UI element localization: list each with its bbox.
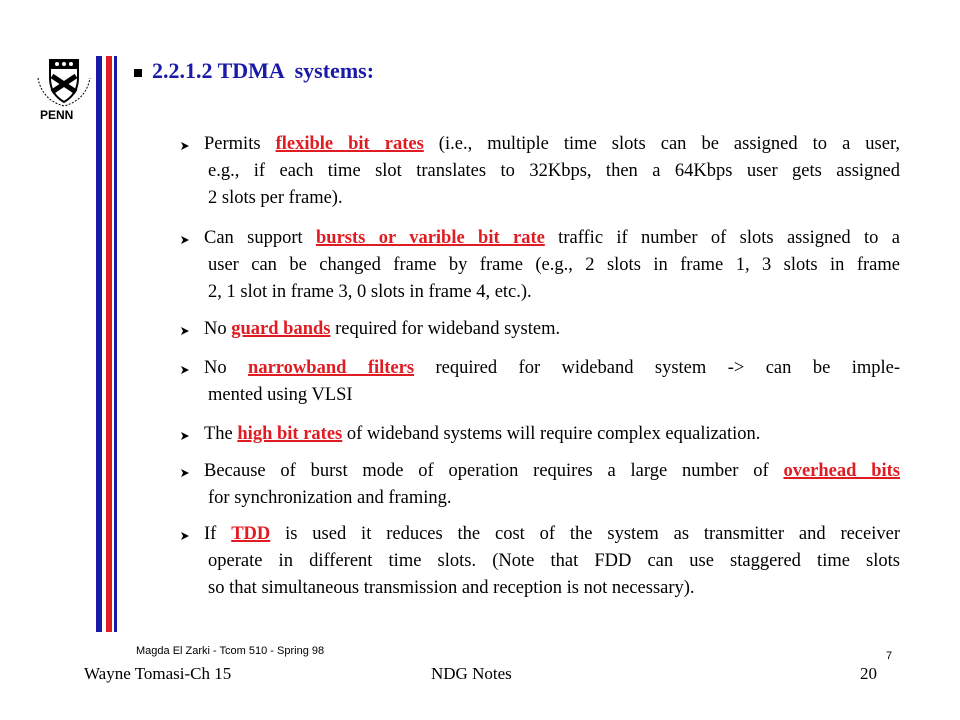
- penn-shield-icon: [36, 56, 92, 108]
- text-segment: Permits: [204, 134, 276, 154]
- text-segment: of wideband systems will require complex equalization.: [342, 424, 761, 444]
- text-line: [180, 225, 900, 252]
- text-line: [180, 355, 900, 382]
- text-line: [180, 458, 900, 485]
- bullet-item: [180, 521, 900, 602]
- inner-credit: Magda El Zarki - Tcom 510 - Spring 98: [136, 645, 325, 657]
- text-segment: required for wideband system.: [330, 319, 561, 339]
- text-line: [180, 548, 900, 575]
- highlight-term: flexible bit rates: [275, 134, 424, 154]
- bullet-arrow-icon: [180, 531, 190, 541]
- vertical-bar-blue-thin: [114, 56, 117, 632]
- text-line: [180, 521, 900, 548]
- text-segment: so that simultaneous transmission and reception is not necessary).: [208, 578, 695, 598]
- bullet-item: [180, 355, 900, 409]
- text-line: [180, 421, 900, 448]
- footer-title: NDG Notes: [431, 664, 512, 683]
- text-segment: e.g., if each time slot translates to 32Kbps, then a 64Kbps user gets assigned: [208, 161, 900, 181]
- inner-page-number: 7: [886, 650, 893, 662]
- text-segment: is used it reduces the cost of the system as transmitter and receiver: [270, 524, 900, 544]
- bullet-arrow-icon: [180, 326, 190, 336]
- bullet-item: [180, 458, 900, 512]
- slide-title: 2.2.1.2 TDMA systems:: [152, 58, 375, 83]
- logo-text: PENN: [40, 108, 74, 122]
- text-segment: Can support: [204, 228, 317, 248]
- vertical-bar-red: [106, 56, 112, 632]
- title-bullet-icon: [134, 69, 142, 77]
- bullet-item: [180, 421, 900, 448]
- text-line: [180, 185, 900, 212]
- text-line: [180, 252, 900, 279]
- text-line: [180, 485, 900, 512]
- highlight-term: guard bands: [231, 319, 331, 339]
- text-line: [180, 131, 900, 158]
- bullet-arrow-icon: [180, 431, 190, 441]
- bullet-arrow-icon: [180, 365, 190, 375]
- text-segment: (i.e., multiple time slots can be assigned to a user,: [423, 134, 901, 154]
- text-segment: required for wideband system -> can be imple-: [414, 358, 900, 378]
- text-segment: operate in different time slots. (Note that FDD can use staggered time slots: [208, 551, 900, 571]
- highlight-term: TDD: [231, 524, 271, 544]
- highlight-term: narrowband filters: [248, 358, 415, 378]
- footer-page-number: 20: [860, 664, 877, 683]
- text-segment: mented using VLSI: [208, 385, 353, 405]
- highlight-term: bursts or varible bit rate: [316, 228, 545, 248]
- text-line: [180, 382, 900, 409]
- text-segment: Because of burst mode of operation requires a large number of: [204, 461, 784, 481]
- text-segment: No: [204, 319, 232, 339]
- text-segment: traffic if number of slots assigned to a: [544, 228, 900, 248]
- text-line: [180, 316, 900, 343]
- bullet-item: [180, 316, 900, 343]
- text-segment: for synchronization and framing.: [208, 488, 452, 508]
- text-segment: 2 slots per frame).: [208, 188, 343, 208]
- bullet-arrow-icon: [180, 468, 190, 478]
- text-segment: user can be changed frame by frame (e.g., 2 slots in frame 1, 3 slots in frame: [208, 255, 900, 275]
- bullet-arrow-icon: [180, 141, 190, 151]
- text-segment: 2, 1 slot in frame 3, 0 slots in frame 4, etc.).: [208, 282, 532, 302]
- highlight-term: overhead bits: [783, 461, 901, 481]
- text-line: [180, 279, 900, 306]
- bullet-arrow-icon: [180, 235, 190, 245]
- bullet-item: [180, 225, 900, 306]
- text-line: [180, 158, 900, 185]
- text-segment: If: [204, 524, 232, 544]
- text-line: [180, 575, 900, 602]
- bullet-item: [180, 131, 900, 212]
- text-segment: No: [204, 358, 249, 378]
- footer-author: Wayne Tomasi-Ch 15: [84, 664, 232, 683]
- text-segment: The: [204, 424, 238, 444]
- highlight-term: high bit rates: [237, 424, 343, 444]
